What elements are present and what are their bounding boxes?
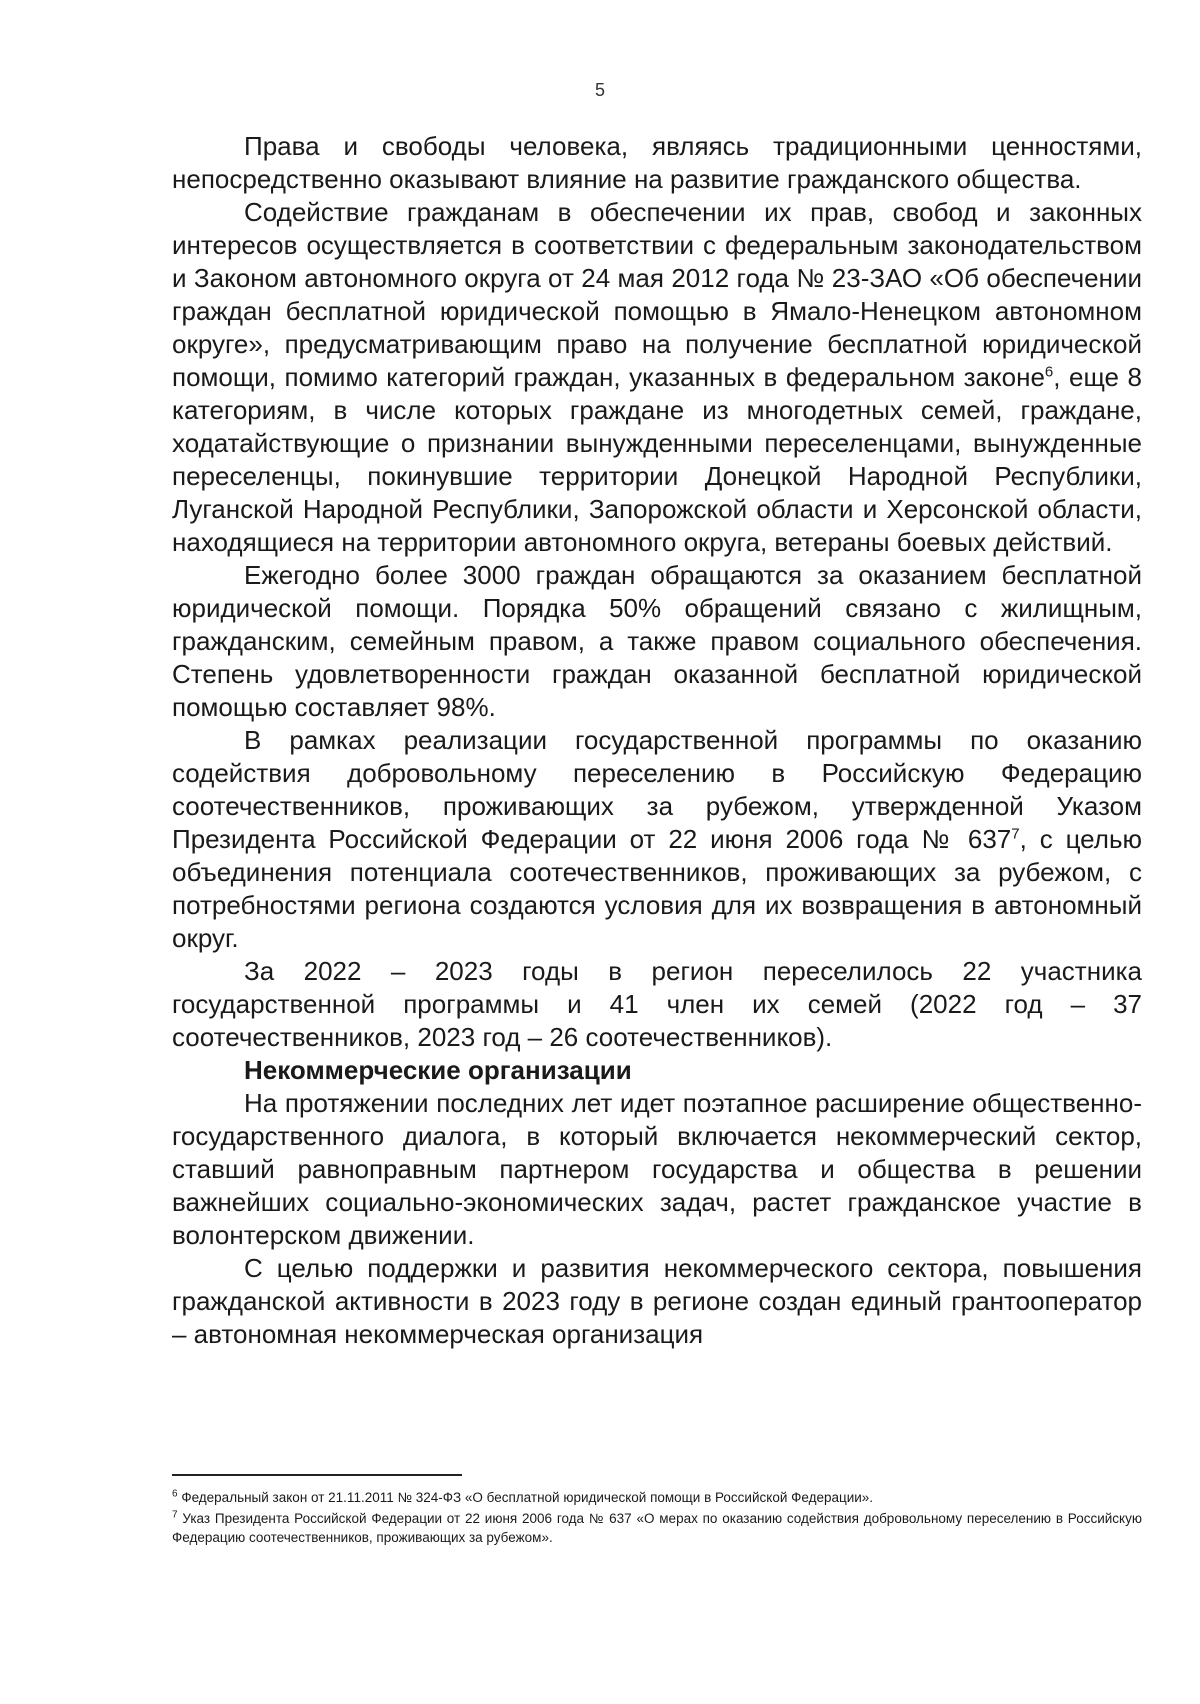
footnote-mark: 7 bbox=[172, 1509, 178, 1521]
section-heading: Некоммерческие организации bbox=[244, 1055, 632, 1085]
paragraph-statistics bbox=[172, 559, 1142, 724]
document-body bbox=[172, 130, 1142, 1351]
paragraph-legal-aid bbox=[172, 196, 1142, 559]
paragraph-text: Права и свободы человека, являясь традиционными ценностями, непосредственно оказывают влияние на развитие гражданского общества. bbox=[172, 131, 1142, 194]
paragraph-resettlement-program bbox=[172, 724, 1142, 955]
paragraph-text-continued: , с целью объединения потенциала соотечественников, проживающих за рубежом, с потребностями региона создаются условия для их возвращения в автономный округ. bbox=[172, 824, 1142, 953]
footnote-6 bbox=[172, 1488, 1142, 1507]
paragraph-nonprofit-dialogue bbox=[172, 1087, 1142, 1252]
footnote-text: Федеральный закон от 21.11.2011 № 324-ФЗ «О бесплатной юридической помощи в Российской Федерации». bbox=[177, 1490, 874, 1505]
paragraph-text: Содействие гражданам в обеспечении их прав, свобод и законных интересов осуществляется в соответствии с федеральным законодательством и Законом автономного округа от 24 мая 2012 года № 23-ЗАО «Об обеспечении граждан бесплатной юридической помощью в Ямало-Ненецком автономном округе», предусматривающим право на получение бесплатной юридической помощи, помимо категорий граждан, указанных в федеральном законе bbox=[172, 197, 1142, 392]
footnote-text: Указ Президента Российской Федерации от 22 июня 2006 года № 637 «О мерах по оказанию содействия добровольному переселению в Российскую Федерацию соотечественников, проживающих за рубежом». bbox=[172, 1511, 1142, 1545]
footnote-7 bbox=[172, 1509, 1142, 1547]
paragraph-text: За 2022 – 2023 годы в регион переселилось 22 участника государственной программы и 41 член их семей (2022 год – 37 соотечественников, 2023 год – 26 соотечественников). bbox=[172, 956, 1142, 1052]
paragraph-nonprofit-support bbox=[172, 1252, 1142, 1351]
page-number: 5 bbox=[594, 80, 605, 100]
footnotes bbox=[172, 1488, 1142, 1549]
paragraph-text-continued: , еще 8 категориям, в числе которых граждане из многодетных семей, граждане, ходатайствующие о признании вынужденными переселенцами, вынужденные переселенцы, покинувшие территории Донецкой Народной Республики, Луганской Народной Республики, Запорожской области и Херсонской области, находящиеся на территории автономного округа, ветераны боевых действий. bbox=[172, 362, 1142, 557]
paragraph-rights bbox=[172, 130, 1142, 196]
paragraph-resettlement-results bbox=[172, 955, 1142, 1054]
paragraph-text: С целью поддержки и развития некоммерческого сектора, повышения гражданской активности в 2023 году в регионе создан единый грантооператор – автономная некоммерческая организация bbox=[172, 1253, 1142, 1349]
paragraph-text: На протяжении последних лет идет поэтапное расширение общественно-государственного диалога, в который включается некоммерческий сектор, ставший равноправным партнером государства и общества в решении важнейших социально-экономических задач, растет гражданское участие в волонтерском движении. bbox=[172, 1088, 1142, 1250]
footnote-ref-6: 6 bbox=[1044, 363, 1054, 381]
paragraph-text: В рамках реализации государственной программы по оказанию содействия добровольному переселению в Российскую Федерацию соотечественников, проживающих за рубежом, утвержденной Указом Президента Российской Федерации от 22 июня 2006 года № 637 bbox=[172, 725, 1142, 854]
paragraph-text: Ежегодно более 3000 граждан обращаются за оказанием бесплатной юридической помощи. Порядка 50% обращений связано с жилищным, гражданским, семейным правом, а также правом социального обеспечения. Степень удовлетворенности граждан оказанной бесплатной юридической помощью составляет 98%. bbox=[172, 560, 1142, 722]
footnote-ref-7: 7 bbox=[1011, 825, 1020, 843]
footnote-mark: 6 bbox=[172, 1488, 178, 1500]
footnote-divider bbox=[172, 1474, 462, 1476]
